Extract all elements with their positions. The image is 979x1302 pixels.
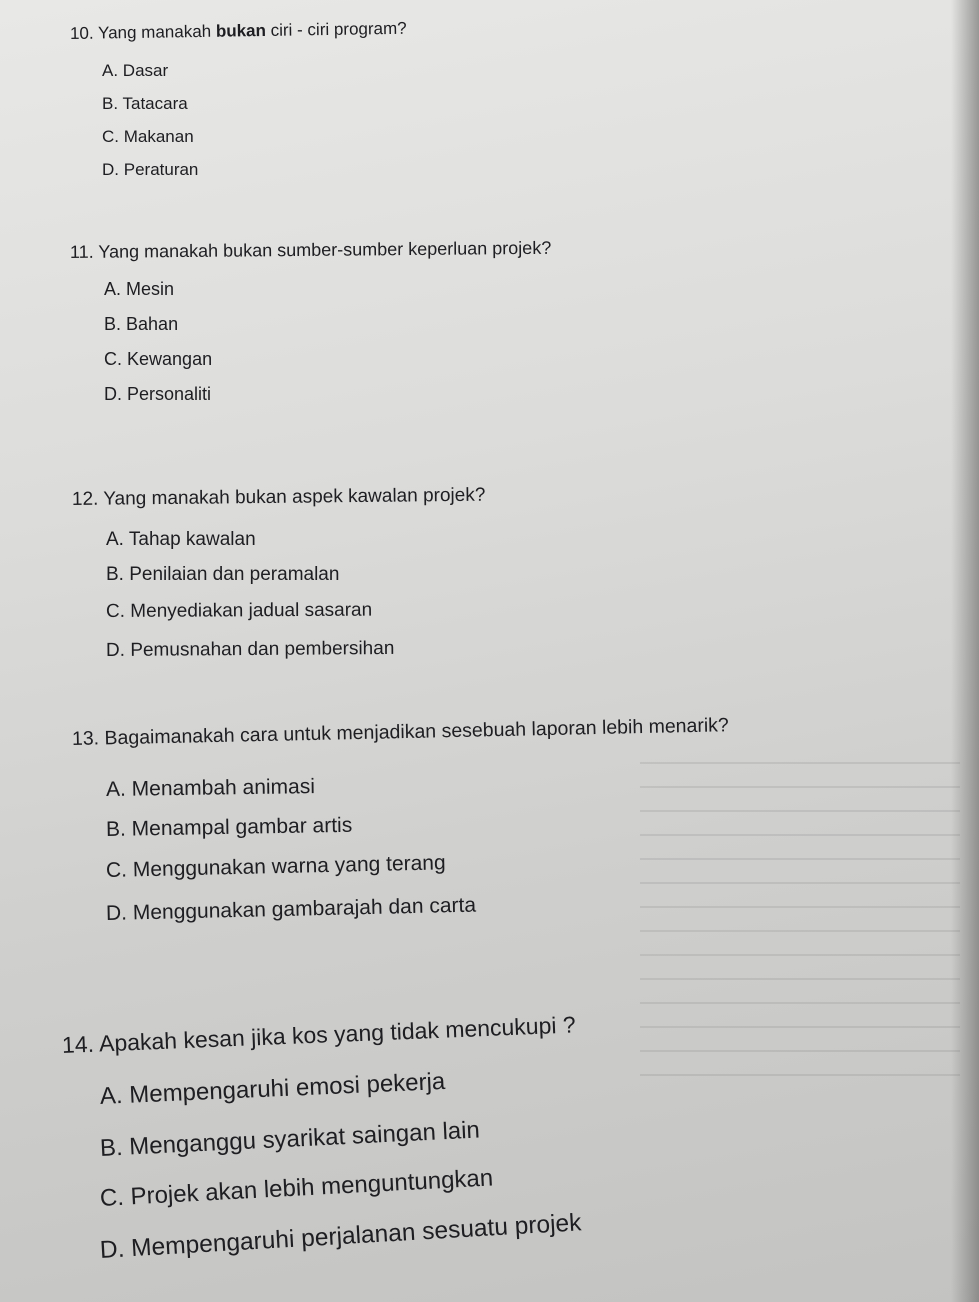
question-stem-text-end: ciri - ciri program? [265,18,407,40]
question-12-stem: 12. Yang manakah bukan aspek kawalan projek? [71,484,486,510]
question-10-option-c[interactable]: C. Makanan [102,127,194,146]
question-13-option-a[interactable]: A. Menambah animasi [105,775,316,801]
question-11-stem: 11. Yang manakah bukan sumber-sumber keperluan projek? [69,237,552,262]
question-stem-text: Yang manakah [97,21,217,43]
question-12-option-d[interactable]: D. Pemusnahan dan pembersihan [105,637,395,661]
question-14-stem: 14. Apakah kesan jika kos yang tidak mencukupi ? [61,1011,577,1058]
question-11-option-b[interactable]: B. Bahan [104,314,179,334]
question-14-option-d[interactable]: D. Mempengaruhi perjalanan sesuatu projek [99,1209,583,1264]
question-number: 10. [69,23,94,43]
question-10-option-a[interactable]: A. Dasar [102,61,169,80]
question-10-stem [70,19,407,44]
question-10-option-d[interactable]: D. Peraturan [102,160,199,179]
question-11-option-c[interactable]: C. Kewangan [104,349,213,369]
question-12-option-b[interactable]: B. Penilaian dan peramalan [106,564,340,585]
question-13-option-d[interactable]: D. Menggunakan gambarajah dan carta [105,893,477,925]
question-13-option-c[interactable]: C. Menggunakan warna yang terang [105,851,446,882]
question-10-option-b[interactable]: B. Tatacara [102,94,188,113]
question-stem-emphasis: bukan [215,20,267,41]
question-12-option-c[interactable]: C. Menyediakan jadual sasaran [105,599,373,622]
question-13-stem: 13. Bagaimanakah cara untuk menjadikan sesebuah laporan lebih menarik? [71,714,730,750]
question-12-option-a[interactable]: A. Tahap kawalan [106,529,256,550]
question-11-option-d[interactable]: D. Personaliti [104,384,212,404]
question-11-option-a[interactable]: A. Mesin [104,279,175,299]
question-14-option-b[interactable]: B. Menganggu syarikat saingan lain [99,1116,481,1162]
question-13-option-b[interactable]: B. Menampal gambar artis [105,813,353,841]
question-14-option-a[interactable]: A. Mempengaruhi emosi pekerja [99,1067,446,1110]
question-14-option-c[interactable]: C. Projek akan lebih menguntungkan [99,1164,494,1212]
show-through-lines [640,740,960,1260]
